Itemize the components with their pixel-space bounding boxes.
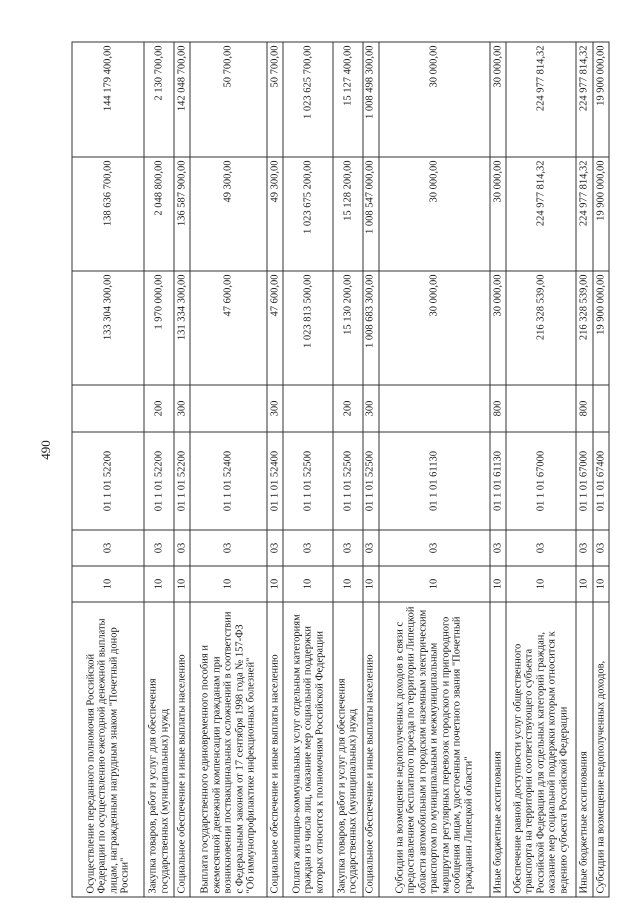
table-row	[362, 42, 378, 897]
row-name-cell: Социальное обеспечение и иные выплаты населению	[267, 602, 283, 897]
target-article-cell: 01 1 01 61130	[489, 432, 505, 530]
table-row	[173, 42, 189, 897]
subsection-code-cell: 03	[283, 530, 333, 566]
amount-year3-cell: 30 000,00	[489, 42, 505, 157]
amount-year1-cell: 30 000,00	[378, 271, 489, 385]
section-code-cell: 10	[362, 566, 378, 602]
table-row	[190, 42, 267, 897]
section-code-cell: 10	[378, 566, 489, 602]
section-code-cell: 10	[267, 566, 283, 602]
amount-year1-cell: 131 334 300,00	[173, 271, 189, 385]
section-code-cell: 10	[506, 566, 576, 602]
amount-year1-cell: 19 900 000,00	[592, 271, 608, 385]
amount-year1-cell: 47 600,00	[267, 271, 283, 385]
expense-type-cell	[190, 385, 267, 432]
amount-year3-cell: 1 008 498 300,00	[362, 42, 378, 157]
section-code-cell: 10	[576, 566, 592, 602]
amount-year1-cell: 133 304 300,00	[72, 271, 144, 385]
table-row	[489, 42, 505, 897]
amount-year2-cell: 49 300,00	[267, 157, 283, 271]
amount-year3-cell: 30 000,00	[378, 42, 489, 157]
target-article-cell: 01 1 01 52500	[333, 432, 362, 530]
row-name-cell: Социальное обеспечение и иные выплаты населению	[362, 602, 378, 897]
section-code-cell: 10	[333, 566, 362, 602]
section-code-cell: 10	[72, 566, 144, 602]
table-row	[576, 42, 592, 897]
row-name-cell: Субсидии на возмещение недополученных доходов,	[592, 602, 608, 897]
amount-year3-cell: 19 900 000,00	[592, 42, 608, 157]
target-article-cell: 01 1 01 52200	[173, 432, 189, 530]
expense-type-cell	[283, 385, 333, 432]
row-name-cell: Закупка товаров, работ и услуг для обеспечения государственных (муниципальных) нужд	[333, 602, 362, 897]
amount-year3-cell: 144 179 400,00	[72, 42, 144, 157]
subsection-code-cell: 03	[144, 530, 173, 566]
table-row	[283, 42, 333, 897]
page-number: 490	[38, 440, 53, 460]
section-code-cell: 10	[283, 566, 333, 602]
subsection-code-cell: 03	[592, 530, 608, 566]
amount-year1-cell: 216 328 539,00	[506, 271, 576, 385]
budget-table	[71, 43, 609, 898]
section-code-cell: 10	[144, 566, 173, 602]
amount-year2-cell: 19 900 000,00	[592, 157, 608, 271]
row-name-cell: Обеспечение равной доступности услуг общественного транспорта на территории соответствующего субъекта Российской Федерации для отдельных категорий граждан, оказание мер социальной поддержки которым относится к ведению субъекта Российской Федерации	[506, 602, 576, 897]
row-name-cell: Социальное обеспечение и иные выплаты населению	[173, 602, 189, 897]
expense-type-cell: 200	[144, 385, 173, 432]
expense-type-cell	[378, 385, 489, 432]
target-article-cell: 01 1 01 67000	[576, 432, 592, 530]
subsection-code-cell: 03	[72, 530, 144, 566]
subsection-code-cell: 03	[576, 530, 592, 566]
table-row	[72, 42, 144, 897]
expense-type-cell	[592, 385, 608, 432]
amount-year2-cell: 224 977 814,32	[506, 157, 576, 271]
amount-year3-cell: 224 977 814,32	[576, 42, 592, 157]
row-name-cell: Осуществление переданного полномочия Российской Федерации по осуществлению ежегодной денежной выплаты лицам, награжденным нагрудным знаком "Почетный донор России"	[72, 602, 144, 897]
subsection-code-cell: 03	[362, 530, 378, 566]
amount-year1-cell: 30 000,00	[489, 271, 505, 385]
table-row	[506, 42, 576, 897]
subsection-code-cell: 03	[378, 530, 489, 566]
amount-year3-cell: 50 700,00	[267, 42, 283, 157]
subsection-code-cell: 03	[489, 530, 505, 566]
subsection-code-cell: 03	[333, 530, 362, 566]
target-article-cell: 01 1 01 52400	[190, 432, 267, 530]
amount-year2-cell: 49 300,00	[190, 157, 267, 271]
amount-year1-cell: 216 328 539,00	[576, 271, 592, 385]
amount-year1-cell: 1 008 683 300,00	[362, 271, 378, 385]
expense-type-cell: 300	[362, 385, 378, 432]
row-name-cell: Иные бюджетные ассигнования	[576, 602, 592, 897]
expense-type-cell: 300	[267, 385, 283, 432]
table-row	[378, 42, 489, 897]
amount-year3-cell: 1 023 625 700,00	[283, 42, 333, 157]
amount-year3-cell: 142 048 700,00	[173, 42, 189, 157]
table-row	[267, 42, 283, 897]
target-article-cell: 01 1 01 52200	[144, 432, 173, 530]
subsection-code-cell: 03	[506, 530, 576, 566]
amount-year2-cell: 15 128 200,00	[333, 157, 362, 271]
subsection-code-cell: 03	[267, 530, 283, 566]
row-name-cell: Субсидии на возмещение недополученных доходов в связи с предоставлением бесплатного проезда по территории Липецкой области автомобильным и городским наземным электрическим транспортом по муниципальным и межмуниципальным маршрутам регулярных перевозок городского и пригородного сообщения лицам, удостоенным почетного звания "Почетный гражданин Липецкой области"	[378, 602, 489, 897]
row-name-cell: Иные бюджетные ассигнования	[489, 602, 505, 897]
target-article-cell: 01 1 01 52200	[72, 432, 144, 530]
amount-year1-cell: 47 600,00	[190, 271, 267, 385]
target-article-cell: 01 1 01 52500	[283, 432, 333, 530]
amount-year3-cell: 2 130 700,00	[144, 42, 173, 157]
row-name-cell: Оплата жилищно-коммунальных услуг отдельным категориям граждан из числа лиц, оказание мер социальной поддержки которых относится к полномочиям Российской Федерации	[283, 602, 333, 897]
amount-year1-cell: 15 130 200,00	[333, 271, 362, 385]
target-article-cell: 01 1 01 67400	[592, 432, 608, 530]
amount-year2-cell: 136 587 900,00	[173, 157, 189, 271]
row-name-cell: Закупка товаров, работ и услуг для обеспечения государственных (муниципальных) нужд	[144, 602, 173, 897]
table-row	[333, 42, 362, 897]
target-article-cell: 01 1 01 52500	[362, 432, 378, 530]
table-row	[144, 42, 173, 897]
expense-type-cell: 300	[173, 385, 189, 432]
amount-year3-cell: 15 127 400,00	[333, 42, 362, 157]
amount-year2-cell: 2 048 800,00	[144, 157, 173, 271]
amount-year2-cell: 30 000,00	[378, 157, 489, 271]
subsection-code-cell: 03	[173, 530, 189, 566]
expense-type-cell	[72, 385, 144, 432]
row-name-cell: Выплата государственного единовременного пособия и ежемесячной денежной компенсации гражданам при возникновении поствакцинальных осложнений в соответствии с Федеральным законом от 17 сентября 1998 года № 157-ФЗ "Об иммунопрофилактике инфекционных болезней"	[190, 602, 267, 897]
section-code-cell: 10	[489, 566, 505, 602]
amount-year1-cell: 1 970 000,00	[144, 271, 173, 385]
amount-year3-cell: 224 977 814,32	[506, 42, 576, 157]
section-code-cell: 10	[190, 566, 267, 602]
expense-type-cell: 800	[576, 385, 592, 432]
amount-year2-cell: 1 008 547 000,00	[362, 157, 378, 271]
amount-year2-cell: 138 636 700,00	[72, 157, 144, 271]
table-row	[592, 42, 608, 897]
target-article-cell: 01 1 01 52400	[267, 432, 283, 530]
subsection-code-cell: 03	[190, 530, 267, 566]
target-article-cell: 01 1 01 67000	[506, 432, 576, 530]
expense-type-cell	[506, 385, 576, 432]
expense-type-cell: 200	[333, 385, 362, 432]
amount-year2-cell: 224 977 814,32	[576, 157, 592, 271]
section-code-cell: 10	[592, 566, 608, 602]
target-article-cell: 01 1 01 61130	[378, 432, 489, 530]
section-code-cell: 10	[173, 566, 189, 602]
amount-year2-cell: 1 023 675 200,00	[283, 157, 333, 271]
amount-year1-cell: 1 023 813 500,00	[283, 271, 333, 385]
expense-type-cell: 800	[489, 385, 505, 432]
amount-year3-cell: 50 700,00	[190, 42, 267, 157]
amount-year2-cell: 30 000,00	[489, 157, 505, 271]
